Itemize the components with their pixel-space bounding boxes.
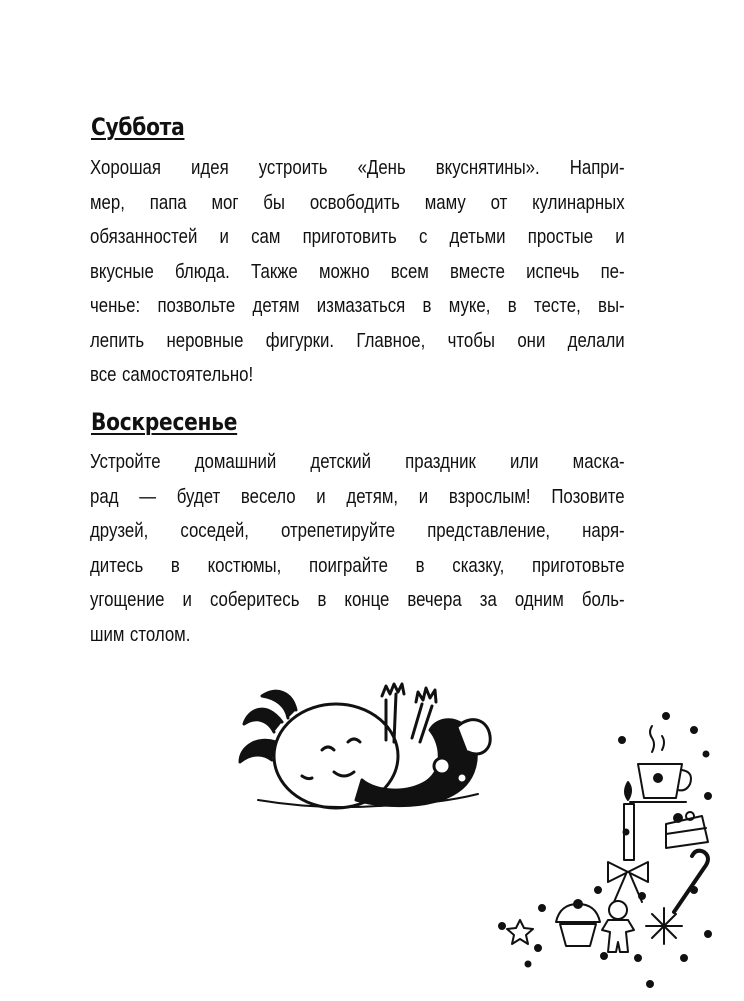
- text-line: все самостоятельно!: [90, 363, 254, 386]
- text-line: Устройте домашний детский праздник или маска-: [90, 450, 625, 473]
- text-line: ченье: позвольте детям измазаться в муке, в тесте, вы-: [90, 294, 625, 317]
- text-line: рад — будет весело и детям, и взрослым! Позовите: [90, 484, 625, 508]
- text-line: друзей, соседей, отрепетируйте представление, наря-: [90, 519, 625, 542]
- section-title-saturday: Суббота: [91, 113, 185, 141]
- baby-illustration: [236, 680, 504, 820]
- section-title-sunday: Воскресенье: [91, 408, 238, 436]
- text-line: Хорошая идея устроить «День вкуснятины». Напри-: [90, 156, 625, 179]
- text-line: вкусные блюда. Также можно всем вместе испечь пе-: [90, 259, 625, 283]
- section-text-saturday: [90, 151, 625, 393]
- text-line: дитесь в костюмы, поиграйте в сказку, приготовьте: [90, 553, 625, 577]
- text-line: обязанностей и сам приготовить с детьми простые и: [90, 225, 625, 248]
- party-items-illustration: [498, 712, 720, 988]
- section-text-sunday: [90, 445, 625, 652]
- text-line: шим столом.: [90, 622, 191, 646]
- text-line: мер, папа мог бы освободить маму от кулинарных: [90, 190, 625, 214]
- text-line: лепить неровные фигурки. Главное, чтобы они делали: [90, 328, 625, 352]
- text-line: угощение и соберитесь в конце вечера за одним боль-: [90, 588, 625, 611]
